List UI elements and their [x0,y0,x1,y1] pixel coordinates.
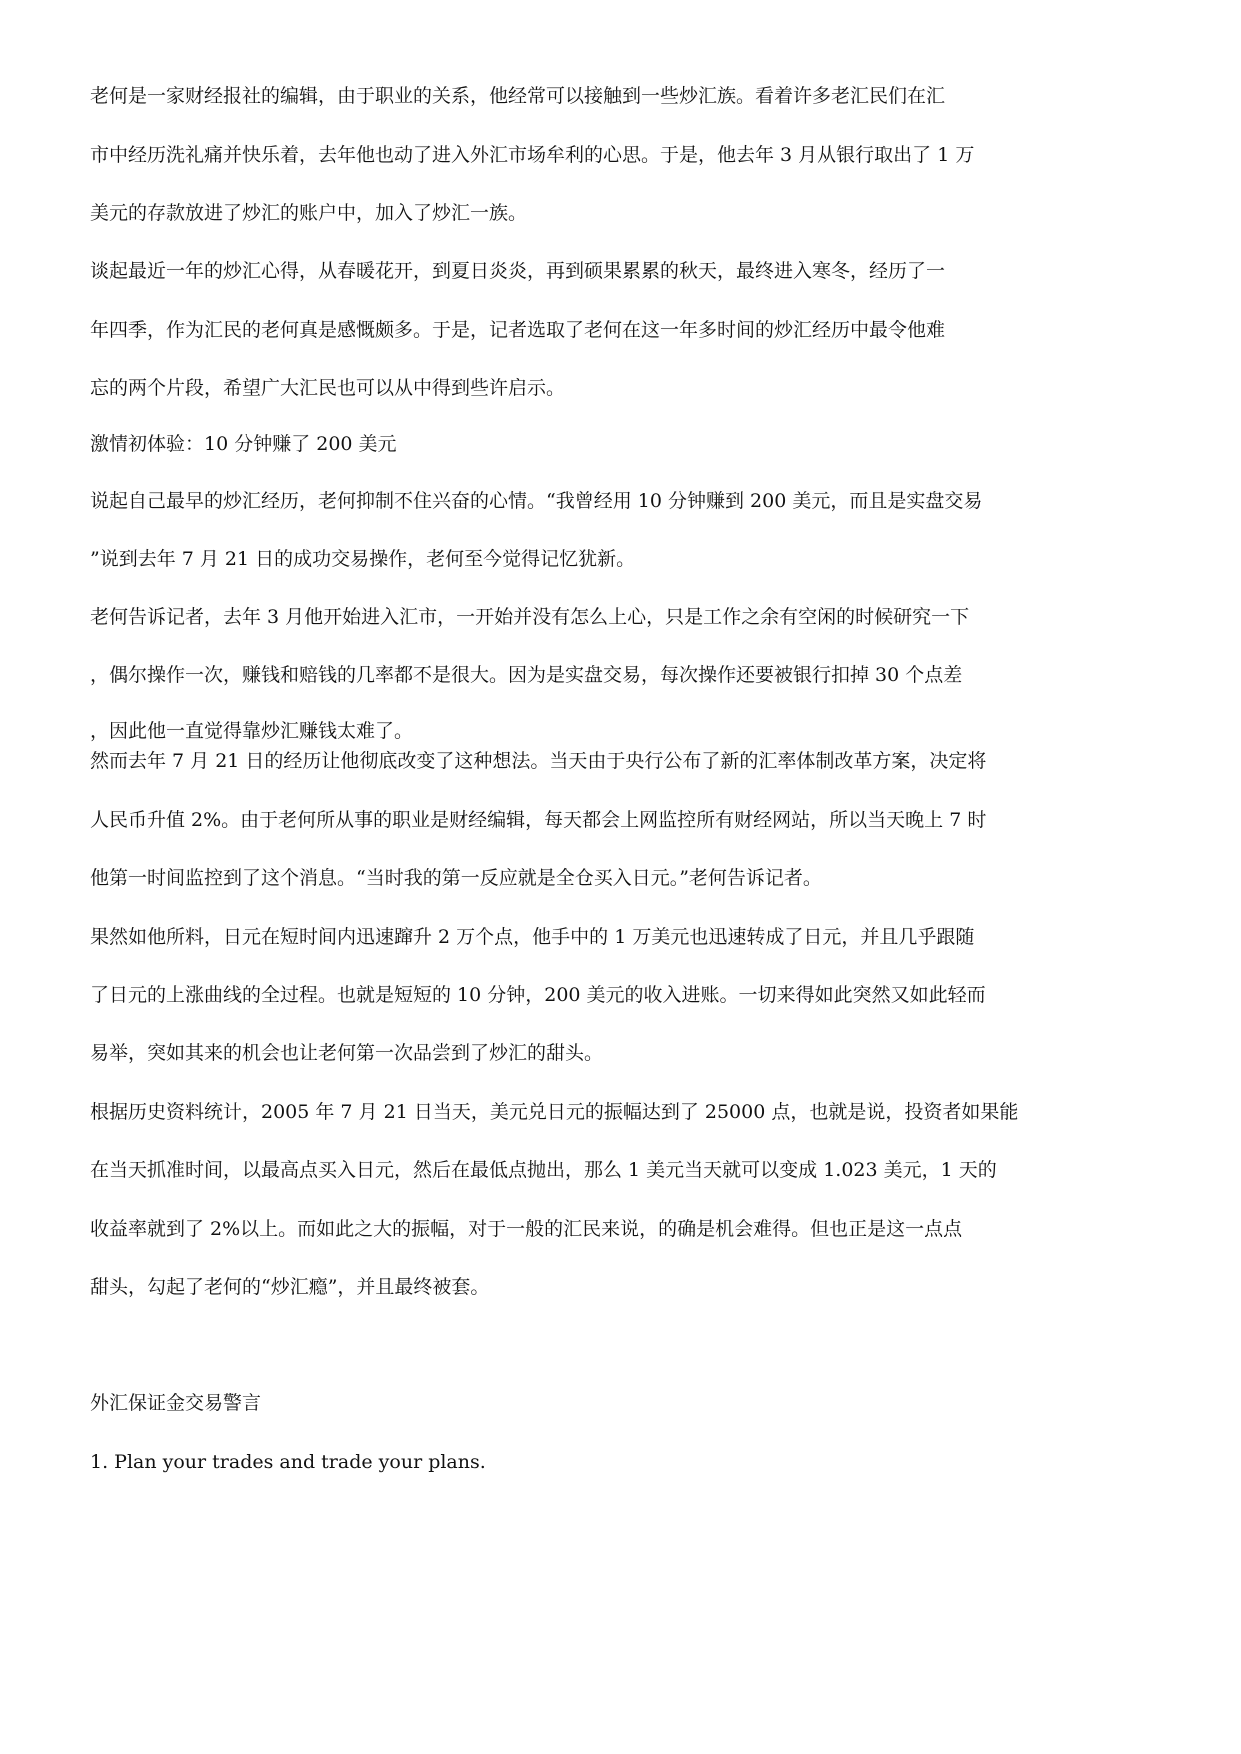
paragraph-line: ”说到去年 7 月 21 日的成功交易操作，老何至今觉得记忆犹新。 [90,548,636,570]
paragraph-line: 易举，突如其来的机会也让老何第一次品尝到了炒汇的甜头。 [90,1042,604,1064]
paragraph-line: 谈起最近一年的炒汇心得，从春暖花开，到夏日炎炎，再到硕果累累的秋天，最终进入寒冬，经历了一 [90,260,946,282]
paragraph-line: 甜头，勾起了老何的“炒汇瘾”，并且最终被套。 [90,1276,490,1298]
paragraph-line: 说起自己最早的炒汇经历，老何抑制不住兴奋的心情。“我曾经用 10 分钟赚到 200 美元，而且是实盘交易 [90,490,983,512]
paragraph-line: 市中经历洗礼痛并快乐着，去年他也动了进入外汇市场牟利的心思。于是，他去年 3 月从银行取出了 1 万 [90,144,975,166]
paragraph-line: 在当天抓准时间，以最高点买入日元，然后在最低点抛出，那么 1 美元当天就可以变成 1.023 美元，1 天的 [90,1159,997,1181]
paragraph-line: 忘的两个片段，希望广大汇民也可以从中得到些许启示。 [90,377,566,399]
paragraph-line: 然而去年 7 月 21 日的经历让他彻底改变了这种想法。当天由于央行公布了新的汇率体制改革方案，决定将 [90,750,987,772]
paragraph-line: ，偶尔操作一次，赚钱和赔钱的几率都不是很大。因为是实盘交易，每次操作还要被银行扣掉 30 个点差 [90,664,963,686]
paragraph-line: 他第一时间监控到了这个消息。“当时我的第一反应就是全仓买入日元。”老何告诉记者。 [90,867,822,889]
paragraph-line: 老何告诉记者，去年 3 月他开始进入汇市，一开始并没有怎么上心，只是工作之余有空闲的时候研究一下 [90,606,970,628]
paragraph-line: 美元的存款放进了炒汇的账户中，加入了炒汇一族。 [90,202,528,224]
paragraph-line: 果然如他所料，日元在短时间内迅速蹿升 2 万个点，他手中的 1 万美元也迅速转成了日元，并且几乎跟随 [90,926,975,948]
list-item: 1. Plan your trades and trade your plans. [90,1451,486,1473]
paragraph-line: 老何是一家财经报社的编辑，由于职业的关系，他经常可以接触到一些炒汇族。看着许多老汇民们在汇 [90,85,946,107]
paragraph-line: 年四季，作为汇民的老何真是感慨颇多。于是，记者选取了老何在这一年多时间的炒汇经历中最令他难 [90,319,946,341]
section-heading: 激情初体验：10 分钟赚了 200 美元 [90,433,397,455]
paragraph-line: 根据历史资料统计，2005 年 7 月 21 日当天，美元兑日元的振幅达到了 25000 点，也就是说，投资者如果能 [90,1101,1019,1123]
paragraph-line: 收益率就到了 2%以上。而如此之大的振幅，对于一般的汇民来说，的确是机会难得。但也正是这一点点 [90,1218,963,1240]
paragraph-line: ，因此他一直觉得靠炒汇赚钱太难了。 [90,720,414,742]
paragraph-line: 了日元的上涨曲线的全过程。也就是短短的 10 分钟，200 美元的收入进账。一切来得如此突然又如此轻而 [90,984,986,1006]
paragraph-line: 人民币升值 2%。由于老何所从事的职业是财经编辑，每天都会上网监控所有财经网站，所以当天晚上 7 时 [90,809,987,831]
section-heading: 外汇保证金交易警言 [90,1392,262,1414]
